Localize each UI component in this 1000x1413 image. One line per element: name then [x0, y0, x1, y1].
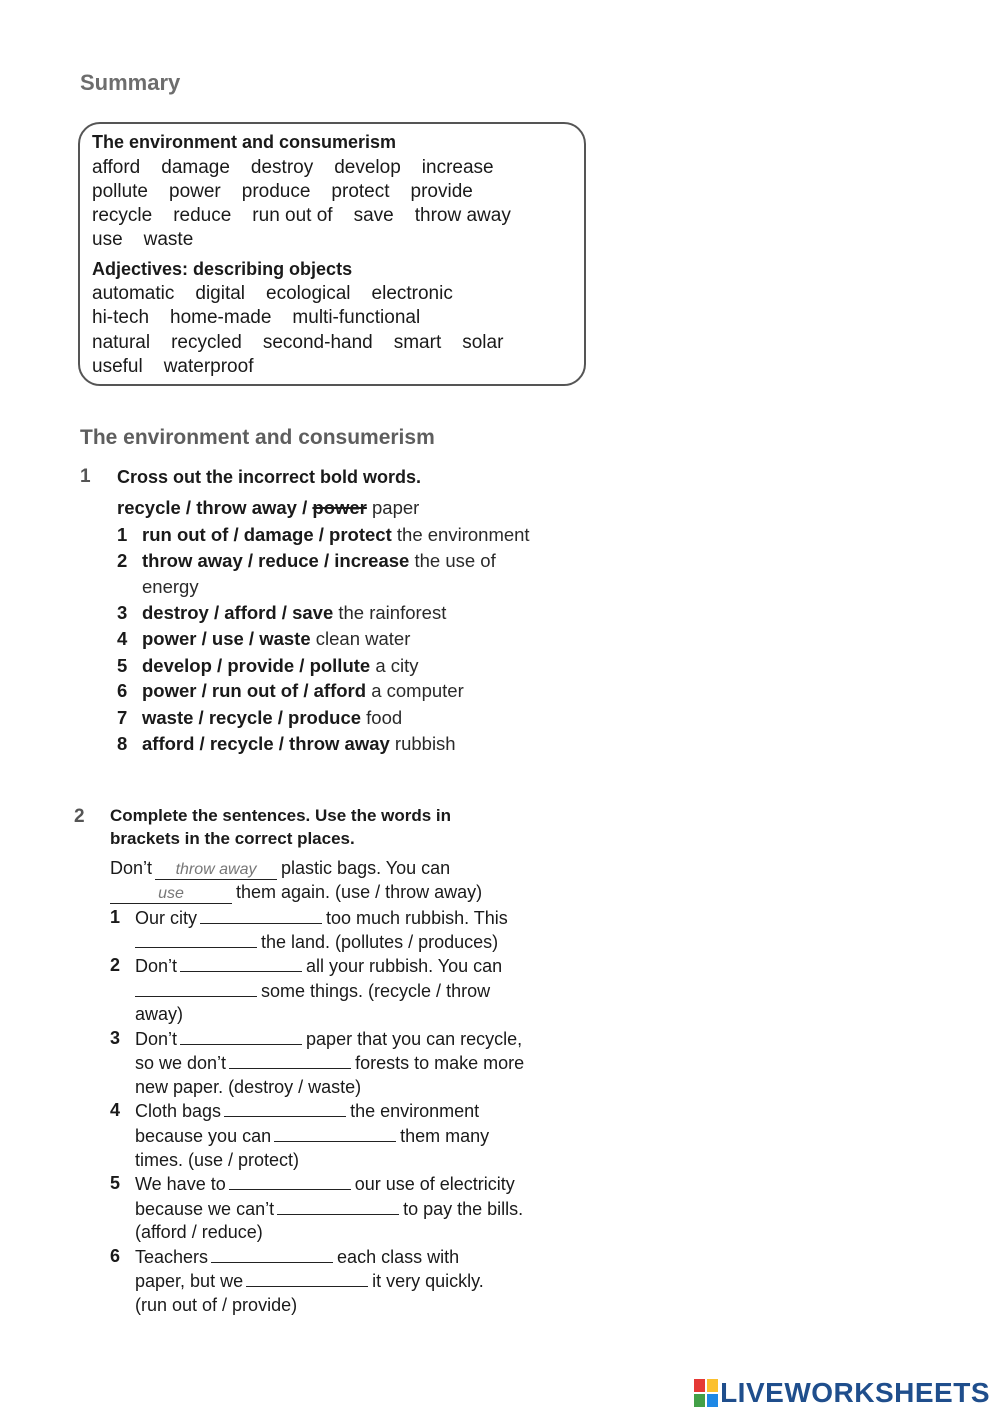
answer-blank[interactable] [277, 1198, 399, 1215]
logo-square [694, 1379, 705, 1392]
option-word: recycle [117, 497, 181, 518]
liveworksheets-logo-text: LIVEWORKSHEETS [720, 1377, 990, 1408]
exercise-2-item-line: because you can them many [135, 1126, 490, 1146]
example-answer: throw away [155, 861, 277, 880]
word: waterproof [163, 356, 254, 377]
exercise-1-item-continuation: energy [142, 576, 199, 597]
word: home-made [170, 307, 272, 328]
word: afford [92, 157, 141, 178]
word: multi-functional [292, 307, 421, 328]
word: hi-tech [92, 307, 150, 328]
exercise-2-item-line: (afford / reduce) [135, 1222, 263, 1242]
exercise-2-item-line: (run out of / provide) [135, 1295, 298, 1315]
word: provide [410, 181, 473, 202]
exercise-2-item: 3 Don’t paper that you can recycle, [110, 1028, 523, 1049]
word: pollute [92, 181, 148, 202]
exercise-1-example: recycle / throw away / power paper [117, 497, 420, 518]
logo-square [707, 1379, 718, 1392]
word: throw away [414, 205, 511, 226]
answer-blank[interactable] [224, 1100, 346, 1117]
word: develop [334, 157, 401, 178]
exercise-1-item: 5 develop / provide / pollute a city [117, 655, 419, 676]
bold-options[interactable]: waste / recycle / produce [142, 707, 362, 728]
word: power [169, 181, 221, 202]
exercise-2-item-line: new paper. (destroy / waste) [135, 1077, 362, 1097]
exercise-2-instruction: Complete the sentences. Use the words in [110, 806, 452, 825]
option-word: throw away [196, 497, 297, 518]
word: recycled [171, 332, 242, 353]
env-word-row [92, 229, 214, 251]
exercise-2-example: use them again. (use / throw away) [110, 882, 482, 904]
exercise-1-item: 4 power / use / waste clean water [117, 628, 411, 649]
answer-blank[interactable] [274, 1125, 396, 1142]
exercise-2-item: 2 Don’t all your rubbish. You can [110, 955, 503, 976]
exercise-2-item-line: so we don’t forests to make more [135, 1053, 525, 1073]
exercise-2-item: 4 Cloth bags the environment [110, 1100, 480, 1121]
exercise-1-item: 1 run out of / damage / protect the environment [117, 524, 530, 545]
exercise-1-item: 7 waste / recycle / produce food [117, 707, 403, 728]
word: run out of [252, 205, 333, 226]
exercise-1-item: 8 afford / recycle / throw away rubbish [117, 733, 456, 754]
word: damage [161, 157, 230, 178]
exercise-1-item: 3 destroy / afford / save the rainforest [117, 602, 447, 623]
liveworksheets-logo[interactable] [694, 1377, 990, 1409]
exercise-2-number: 2 [74, 806, 85, 827]
bold-options[interactable]: throw away / reduce / increase [142, 550, 410, 571]
exercise-2-item-line: times. (use / protect) [135, 1150, 300, 1170]
word: use [92, 229, 123, 250]
bold-options[interactable]: develop / provide / pollute [142, 655, 371, 676]
word: second-hand [262, 332, 373, 353]
exercise-1-item: 2 throw away / reduce / increase the use of [117, 550, 496, 571]
exercise-2-item-line: away) [135, 1004, 184, 1024]
answer-blank[interactable] [180, 1028, 302, 1045]
exercise-2-item-line: paper, but we it very quickly. [135, 1271, 484, 1291]
word: produce [241, 181, 311, 202]
word: reduce [173, 205, 232, 226]
word: ecological [266, 283, 351, 304]
word: protect [331, 181, 390, 202]
exercise-2-item: 6 Teachers each class with [110, 1246, 460, 1267]
word: smart [393, 332, 442, 353]
exercise-2-instruction: brackets in the correct places. [110, 829, 355, 848]
env-heading: The environment and consumerism [92, 132, 397, 152]
adj-word-row [92, 332, 524, 354]
bold-options[interactable]: run out of / damage / protect [142, 524, 392, 545]
word: solar [462, 332, 504, 353]
logo-square [707, 1394, 718, 1407]
word: digital [195, 283, 246, 304]
bold-options[interactable]: afford / recycle / throw away [142, 733, 390, 754]
env-word-row [92, 157, 515, 179]
bold-options[interactable]: destroy / afford / save [142, 602, 334, 623]
exercise-1-item: 6 power / run out of / afford a computer [117, 680, 464, 701]
answer-blank[interactable] [135, 931, 257, 948]
exercise-2-item-line: some things. (recycle / throw [135, 980, 490, 1002]
exercise-2-item-line: because we can’t to pay the bills. [135, 1199, 524, 1219]
word: automatic [92, 283, 175, 304]
adj-word-row [92, 307, 441, 329]
answer-blank[interactable] [246, 1270, 368, 1287]
summary-title: Summary [80, 70, 181, 95]
logo-square [694, 1394, 705, 1407]
answer-blank[interactable] [211, 1246, 333, 1263]
section-title: The environment and consumerism [80, 426, 435, 449]
word: recycle [92, 205, 153, 226]
crossed-out-word: power [312, 497, 367, 518]
word: electronic [371, 283, 453, 304]
bold-options[interactable]: power / use / waste [142, 628, 311, 649]
env-word-row [92, 205, 532, 227]
exercise-2-item-line: the land. (pollutes / produces) [135, 931, 498, 953]
adj-word-row [92, 283, 474, 305]
word: destroy [250, 157, 314, 178]
answer-blank[interactable] [135, 980, 257, 997]
exercise-2-example: Don’t throw away plastic bags. You can [110, 858, 451, 878]
exercise-2-item: 5 We have to our use of electricity [110, 1173, 515, 1194]
exercise-1-instruction: Cross out the incorrect bold words. [117, 467, 422, 487]
adj-heading: Adjectives: describing objects [92, 259, 353, 279]
example-answer: use [110, 885, 232, 904]
env-word-row [92, 181, 494, 203]
answer-blank[interactable] [200, 907, 322, 924]
word: increase [421, 157, 494, 178]
answer-blank[interactable] [229, 1052, 351, 1069]
liveworksheets-logo-icon [694, 1379, 718, 1407]
exercise-1-number: 1 [80, 466, 91, 487]
word: save [353, 205, 394, 226]
exercise-2-item: 1 Our city too much rubbish. This [110, 907, 508, 928]
word: useful [92, 356, 143, 377]
word: natural [92, 332, 151, 353]
answer-blank[interactable] [180, 955, 302, 972]
adj-word-row [92, 356, 274, 378]
phrase-rest: paper [372, 497, 420, 518]
bold-options[interactable]: power / run out of / afford [142, 680, 367, 701]
word: waste [143, 229, 194, 250]
answer-blank[interactable] [229, 1173, 351, 1190]
